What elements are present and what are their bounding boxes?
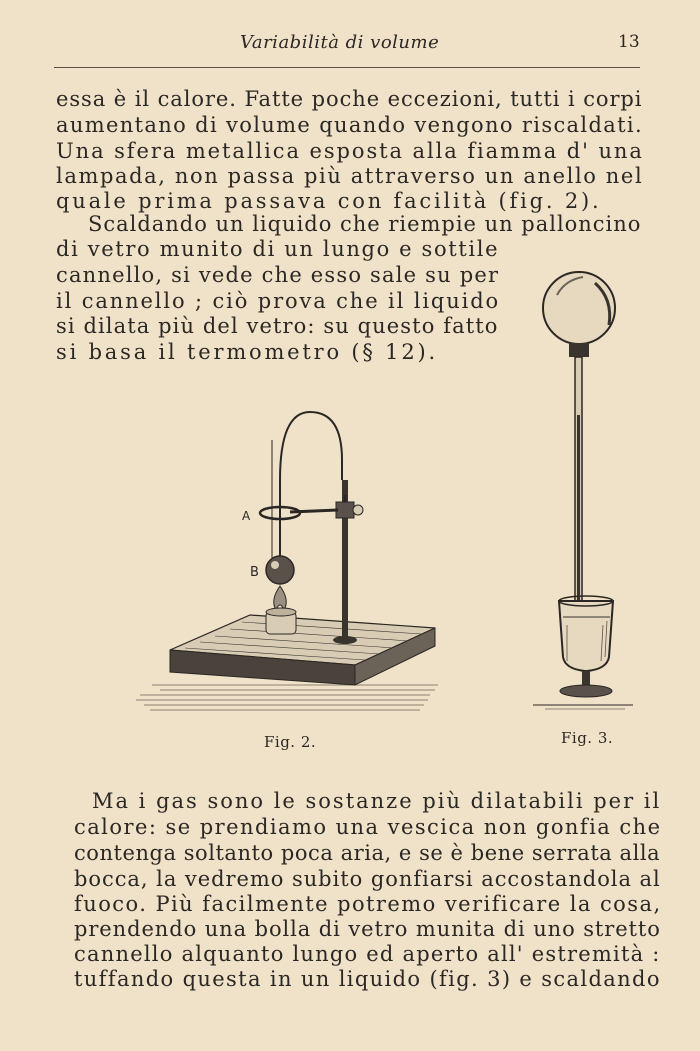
label-b: B <box>250 565 259 580</box>
text-line: aumentano di volume quando vengono riscaldati. <box>56 113 643 137</box>
text-line: lampada, non passa più attraverso un anello nel <box>56 164 644 188</box>
text-line: prendendo una bolla di vetro munita di uno stretto <box>74 917 661 941</box>
text-line: Scaldando un liquido che riempie un palloncino <box>88 212 642 236</box>
stand-foot <box>333 636 357 644</box>
figure-3-bulb-thermometer <box>525 265 645 720</box>
text-line: cannello alquanto lungo ed aperto all' estremità : <box>74 942 661 966</box>
beaker-foot <box>560 685 612 697</box>
text-line: fuoco. Più facilmente potremo verificare la cosa, <box>74 892 662 916</box>
glass-bulb <box>543 272 615 344</box>
spirit-lamp-top <box>266 608 296 616</box>
suspension-wire <box>280 412 342 560</box>
text-line: Ma i gas sono le sostanze più dilatabili per il <box>92 789 662 813</box>
text-line: quale prima passava con facilità (fig. 2). <box>56 189 602 213</box>
running-head <box>0 32 700 56</box>
text-line: si dilata più del vetro: su questo fatto <box>56 314 499 338</box>
metal-ball-b <box>266 556 294 584</box>
text-line: il cannello ; ciò prova che il liquido <box>56 289 501 313</box>
header-rule <box>54 67 640 68</box>
figure-2-caption: Fig. 2. <box>264 733 317 751</box>
label-a: A <box>242 509 251 523</box>
text-line: bocca, la vedremo subito gonfiarsi accostandola al <box>74 867 661 891</box>
running-title: Variabilità di volume <box>240 32 440 53</box>
flame <box>274 586 287 610</box>
text-line: tuffando questa in un liquido (fig. 3) e scaldando <box>74 967 661 991</box>
text-line: Una sfera metallica esposta alla fiamma d' una <box>56 139 644 163</box>
text-line: contenga soltanto poca aria, e se è bene serrata alla <box>74 841 661 865</box>
bulb-neck <box>569 343 589 357</box>
text-line: si basa il termometro (§ 12). <box>56 340 438 364</box>
text-line: essa è il calore. Fatte poche eccezioni, tutti i corpi <box>56 87 643 111</box>
text-line: cannello, si vede che esso sale su per <box>56 263 500 287</box>
text-line: di vetro munito di un lungo e sottile <box>56 237 500 261</box>
clamp-block <box>336 502 354 518</box>
figure-2-ring-and-ball <box>130 400 450 720</box>
figure-3-caption: Fig. 3. <box>561 729 614 747</box>
page-number: 13 <box>618 32 640 52</box>
ball-highlight <box>271 561 279 569</box>
base-shadow-hatching <box>136 685 438 710</box>
clamp-screw <box>353 505 363 515</box>
text-line: calore: se prendiamo una vescica non gonfia che <box>74 815 662 839</box>
